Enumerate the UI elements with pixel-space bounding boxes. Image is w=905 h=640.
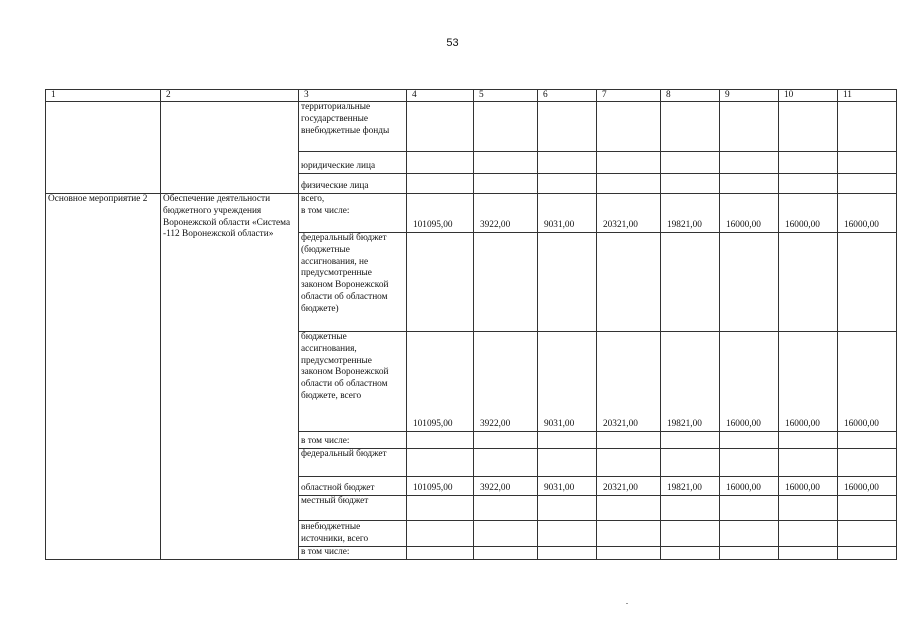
source-label: местный бюджет (299, 496, 407, 521)
value-cell: 16000,00 (779, 477, 838, 496)
header-cell: 9 (720, 90, 779, 102)
header-cell: 2 (161, 90, 299, 102)
value-cell: 3922,00 (474, 477, 538, 496)
source-label: юридические лица (299, 152, 407, 174)
source-label: федеральный бюджет (299, 449, 407, 477)
source-label: в том числе: (299, 547, 407, 560)
value-cell: 9031,00 (538, 194, 597, 233)
scan-speck (626, 603, 628, 604)
value-cell: 20321,00 (597, 477, 661, 496)
source-label: федеральный бюджет (бюджетные ассигнования, не предусмотренные законом Воронежской области об областном бюджете) (299, 233, 407, 332)
header-cell: 1 (46, 90, 161, 102)
value-cell: 9031,00 (538, 332, 597, 432)
header-row (46, 90, 897, 102)
value-cell: 19821,00 (661, 477, 720, 496)
value-cell: 101095,00 (407, 194, 474, 233)
header-cell: 7 (597, 90, 661, 102)
source-label: физические лица (299, 174, 407, 194)
header-cell: 8 (661, 90, 720, 102)
value-cell: 16000,00 (838, 194, 897, 233)
source-label: в том числе: (299, 432, 407, 449)
budget-table (45, 89, 897, 560)
event-description: Обеспечение деятельности бюджетного учреждения Воронежской области «Система -112 Воронежской области» (161, 194, 299, 560)
continuation-cell-col1 (46, 102, 161, 194)
value-cell: 20321,00 (597, 194, 661, 233)
value-cell: 16000,00 (838, 477, 897, 496)
value-cell: 20321,00 (597, 332, 661, 432)
page-number: 53 (446, 37, 459, 49)
header-cell: 11 (838, 90, 897, 102)
source-label: внебюджетные источники, всего (299, 521, 407, 547)
value-cell: 3922,00 (474, 332, 538, 432)
value-cell: 16000,00 (779, 194, 838, 233)
value-cell: 16000,00 (838, 332, 897, 432)
value-cell: 16000,00 (720, 477, 779, 496)
value-cell: 101095,00 (407, 477, 474, 496)
table-row (46, 102, 897, 152)
header-cell: 4 (407, 90, 474, 102)
source-label: территориальные государственные внебюджетные фонды (299, 102, 407, 152)
header-cell: 3 (299, 90, 407, 102)
value-cell: 16000,00 (779, 332, 838, 432)
continuation-cell-col2 (161, 102, 299, 194)
value-cell: 19821,00 (661, 332, 720, 432)
source-label: всего, в том числе: (299, 194, 407, 233)
value-cell: 101095,00 (407, 332, 474, 432)
value-cell: 3922,00 (474, 194, 538, 233)
value-cell: 19821,00 (661, 194, 720, 233)
header-cell: 6 (538, 90, 597, 102)
header-cell: 5 (474, 90, 538, 102)
value-cell: 9031,00 (538, 477, 597, 496)
value-cell: 16000,00 (720, 194, 779, 233)
value-cell: 16000,00 (720, 332, 779, 432)
header-cell: 10 (779, 90, 838, 102)
source-label: областной бюджет (299, 477, 407, 496)
event-name: Основное мероприятие 2 (46, 194, 161, 560)
table-row (46, 194, 897, 233)
source-label: бюджетные ассигнования, предусмотренные законом Воронежской области об областном бюджете, всего (299, 332, 407, 432)
table-body (46, 90, 897, 560)
